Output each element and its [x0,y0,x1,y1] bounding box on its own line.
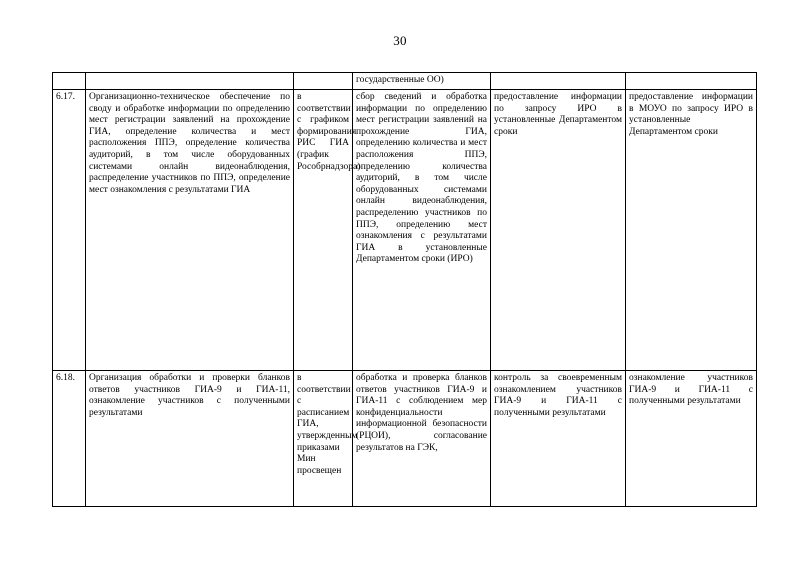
cell-term: в соответствии с расписанием ГИА, утвержденным приказами Мин просвещен [294,371,353,507]
cell-iro: предоставление информации по запросу ИРО в установленные Департаментом сроки [491,90,626,371]
responsibilities-table [52,72,757,507]
cell-number: 6.18. [53,371,86,507]
cell-mouo-continued [626,73,757,90]
cell-iro-continued [491,73,626,90]
cell-mouo: предоставление информации в МОУО по запросу ИРО в установленные Департаментом сроки [626,90,757,371]
table-row [53,90,757,371]
cell-term: в соответствии с графиком формирования РИС ГИА (график Рособрнадзора) [294,90,353,371]
table-container [52,72,756,507]
cell-content: обработка и проверка бланков ответов участников ГИА-9 и ГИА-11 с соблюдением мер конфиденциальности информационной безопасности (РЦОИ), согласование результатов на ГЭК, [353,371,491,507]
cell-content: сбор сведений и обработка информации по определению мест регистрации заявлений на прохождение ГИА, определению количества и мест расположения ППЭ, определению количества аудиторий, в том числе оборудованных системами онлайн видеонаблюдения, распределению участников по ППЭ, определению мест ознакомления с результатами ГИА в установленные Департаментом сроки (ИРО) [353,90,491,371]
cell-iro: контроль за своевременным ознакомлением участников ГИА-9 и ГИА-11 с полученными результатами [491,371,626,507]
cell-number: 6.17. [53,90,86,371]
cell-term-continued [294,73,353,90]
cell-task: Организационно-техническое обеспечение по своду и обработке информации по определению мест регистрации заявлений на прохождение ГИА, определение количества и мест расположения ППЭ, определение количества аудиторий, в том числе оборудованных системами онлайн видеонаблюдения, распределение участников по ППЭ, определение мест ознакомления с результатами ГИА [86,90,294,371]
cell-mouo: ознакомление участников ГИА-9 и ГИА-11 с полученными результатами [626,371,757,507]
cell-task: Организация обработки и проверки бланков ответов участников ГИА-9 и ГИА-11, ознакомление участников с полученными результатами [86,371,294,507]
table-row-continued [53,73,757,90]
page-number: 30 [393,33,407,48]
cell-content-continued: государственные ОО) [353,73,491,90]
cell-number-continued [53,73,86,90]
cell-task-continued [86,73,294,90]
table-row [53,371,757,507]
